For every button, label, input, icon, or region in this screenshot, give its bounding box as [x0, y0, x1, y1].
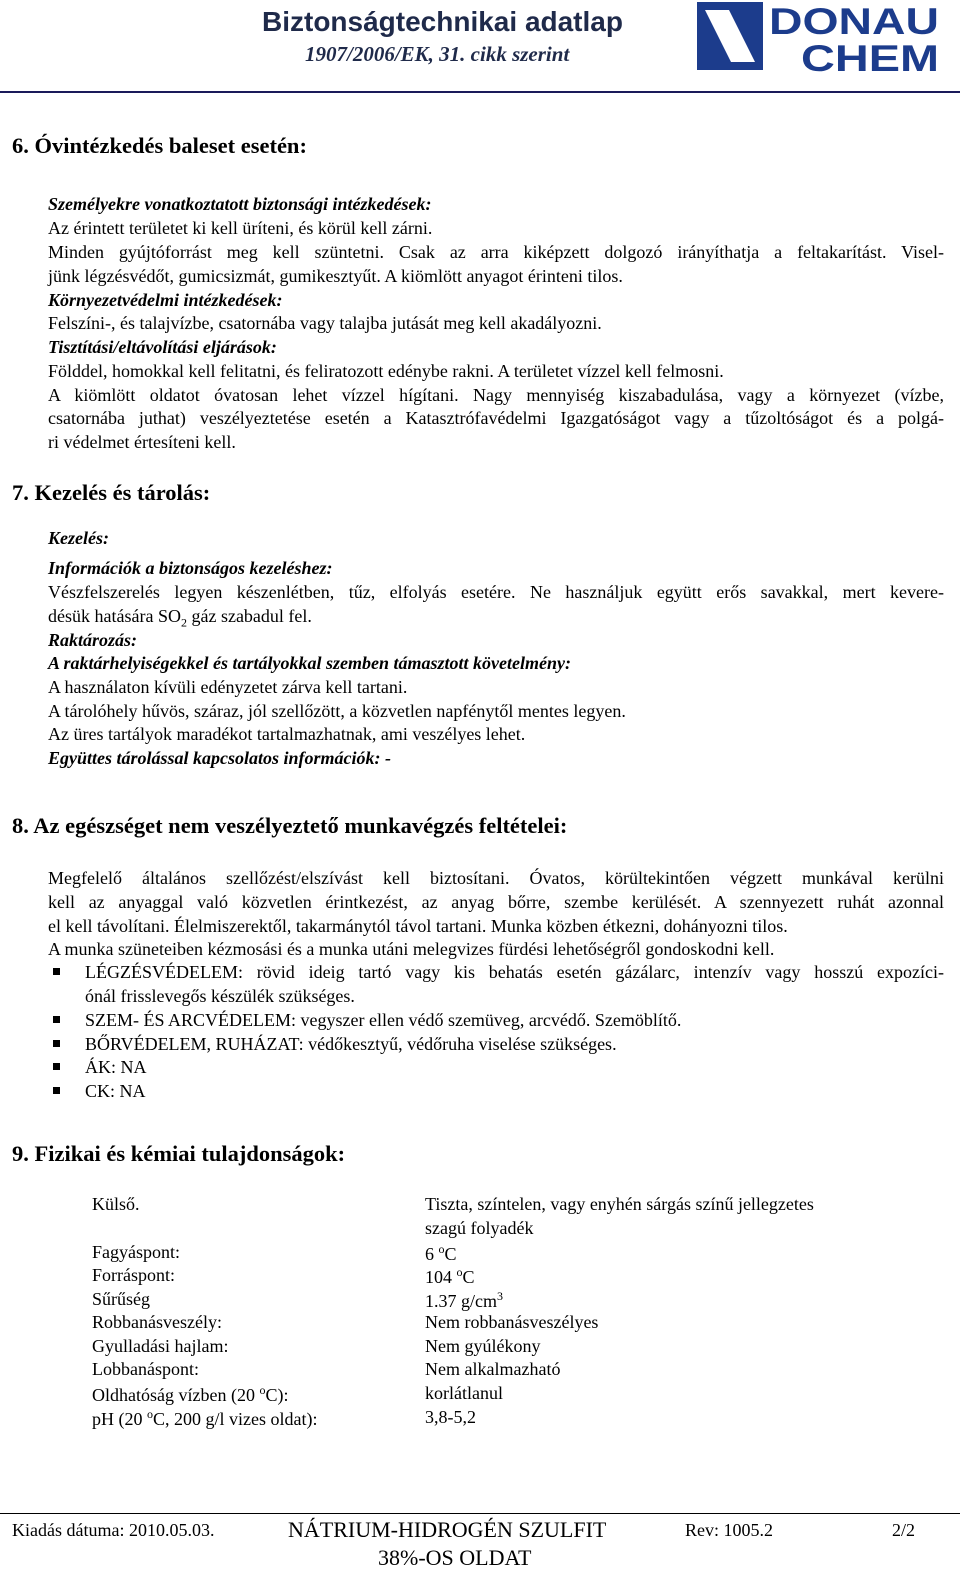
document-subtitle: 1907/2006/EK, 31. cikk szerint — [305, 42, 570, 66]
property-label: Gyulladási hajlam: — [92, 1336, 229, 1356]
property-label: pH (20 $^o$C, 200 g/l vizes oldat): — [92, 1407, 318, 1429]
text-line: Földdel, homokkal kell felitatni, és feliratozott edénybe rakni. A területet vízzel kell felmosni. — [48, 361, 724, 381]
bullet-icon — [53, 1063, 60, 1070]
logo-text-bottom: CHEM — [801, 38, 939, 74]
personal-measures-heading: Személyekre vonatkoztatott biztonsági intézkedések: — [48, 194, 432, 214]
text-line: désük hatására $SO_2$ gáz szabadul fel. — [48, 606, 312, 630]
list-item: BŐRVÉDELEM, RUHÁZAT: védőkesztyű, védőruha viselése szükséges. — [85, 1034, 617, 1054]
header-rule — [0, 91, 960, 93]
property-label: Sűrűség — [92, 1289, 150, 1309]
issue-date: Kiadás dátuma: 2010.05.03. — [12, 1520, 215, 1540]
property-value: 3,8-5,2 — [425, 1407, 476, 1427]
property-label: Forráspont: — [92, 1265, 175, 1285]
property-label: Külső. — [92, 1194, 140, 1214]
text-line: Felszíni-, és talajvízbe, csatornába vagy talajba jutását meg kell akadályozni. — [48, 313, 602, 333]
joint-storage-heading: Együttes tárolással kapcsolatos információk: - — [48, 748, 392, 768]
text-line: csatornába juthat) veszélyeztetése esetén a Katasztrófavédelmi Igazgatóságot vagy a tűzoltóságot és a polgá- — [48, 408, 944, 428]
bullet-icon — [53, 968, 60, 975]
property-value: Nem gyúlékony — [425, 1336, 541, 1356]
text-line: A munka szüneteiben kézmosási és a munka utáni melegvizes fürdési lehetőségről gondoskodni kell. — [48, 939, 775, 959]
text-line: Minden gyújtóforrást meg kell szüntetni. Csak az arra kiképzett dolgozó irányíthatja a feltakarítást. Visel- — [48, 242, 944, 262]
text-line: el kell távolítani. Élelmiszerektől, takarmánytól távol tartani. Munka közben étkezni, dohányozni tilos. — [48, 916, 788, 936]
list-item: CK: NA — [85, 1081, 146, 1101]
text-line: Az érintett területet ki kell üríteni, és körül kell zárni. — [48, 218, 433, 238]
text-line: kell az anyaggal való közvetlen érintkezést, az anyag bőrre, szembe kerülését. A szennyezett ruhát azonnal — [48, 892, 944, 912]
list-item: SZEM- ÉS ARCVÉDELEM: vegyszer ellen védő szemüveg, arcvédő. Szemöblítő. — [85, 1010, 682, 1030]
product-name-line2: 38%-OS OLDAT — [378, 1545, 532, 1570]
list-item: LÉGZÉSVÉDELEM: rövid ideig tartó vagy kis behatás esetén gázálarc, intenzív vagy hosszú expozíci- — [85, 962, 944, 982]
text-line: A kiömlött oldatot óvatosan lehet vízzel hígítani. Nagy mennyiség kiszabadulása, vagy a környezet (vízbe, — [48, 385, 944, 405]
bullet-icon — [53, 1016, 60, 1023]
property-value: 1.37 $g/cm^3$ — [425, 1289, 503, 1311]
property-value: Nem robbanásveszélyes — [425, 1312, 599, 1332]
page-number: 2/2 — [892, 1520, 916, 1540]
bullet-icon — [53, 1040, 60, 1047]
property-label: Robbanásveszély: — [92, 1312, 222, 1332]
donau-chem-logo — [695, 0, 943, 74]
text-line: Megfelelő általános szellőzést/elszívást kell biztosítani. Óvatos, körültekintően végzett munkával kerülni — [48, 868, 944, 888]
safe-handling-info-heading: Információk a biztonságos kezeléshez: — [48, 558, 333, 578]
section-6-heading: 6. Óvintézkedés baleset esetén: — [12, 133, 307, 158]
section-7-heading: 7. Kezelés és tárolás: — [12, 480, 211, 505]
logo-text-top: DONAU — [769, 1, 939, 42]
product-name: NÁTRIUM-HIDROGÉN SZULFIT — [288, 1517, 607, 1542]
property-value: Nem alkalmazható — [425, 1359, 561, 1379]
property-value: szagú folyadék — [425, 1218, 534, 1238]
text-line: ri védelmet értesíteni kell. — [48, 432, 236, 452]
property-value: korlátlanul — [425, 1383, 503, 1403]
property-value: Tiszta, színtelen, vagy enyhén sárgás színű jellegzetes — [425, 1194, 814, 1214]
text-line: A tárolóhely hűvös, száraz, jól szellőzött, a közvetlen napfénytől mentes legyen. — [48, 701, 626, 721]
text-line: A használaton kívüli edényzetet zárva kell tartani. — [48, 677, 408, 697]
storage-heading: Raktározás: — [48, 630, 138, 650]
text-line: Vészfelszerelés legyen készenlétben, tűz, elfolyás esetére. Ne használjuk együtt erős savakkal, mert kevere- — [48, 582, 944, 602]
property-value: 104 $^o$C — [425, 1265, 475, 1287]
text-line: jünk légzésvédőt, gumicsizmát, gumikesztyűt. A kiömlött anyagot érinteni tilos. — [48, 266, 623, 286]
property-value: 6 $^o$C — [425, 1242, 457, 1264]
list-item: ÁK: NA — [85, 1057, 147, 1077]
revision: Rev: 1005.2 — [685, 1520, 773, 1540]
list-item-continuation: ónál frisslevegős készülék szükséges. — [85, 986, 355, 1006]
handling-heading: Kezelés: — [48, 528, 109, 548]
storage-requirements-heading: A raktárhelyiségekkel és tartályokkal szemben támasztott követelmény: — [48, 653, 571, 673]
environmental-measures-heading: Környezetvédelmi intézkedések: — [48, 290, 283, 310]
text-line: Az üres tartályok maradékot tartalmazhatnak, ami veszélyes lehet. — [48, 724, 526, 744]
bullet-icon — [53, 1087, 60, 1094]
property-label: Oldhatóság vízben (20 $^o$C): — [92, 1383, 289, 1405]
section-8-heading: 8. Az egészséget nem veszélyeztető munkavégzés feltételei: — [12, 813, 568, 838]
document-title: Biztonságtechnikai adatlap — [262, 6, 623, 37]
cleanup-procedures-heading: Tisztítási/eltávolítási eljárások: — [48, 337, 277, 357]
property-label: Lobbanáspont: — [92, 1359, 199, 1379]
property-label: Fagyáspont: — [92, 1242, 180, 1262]
section-9-heading: 9. Fizikai és kémiai tulajdonságok: — [12, 1141, 346, 1166]
footer-rule — [0, 1513, 960, 1514]
